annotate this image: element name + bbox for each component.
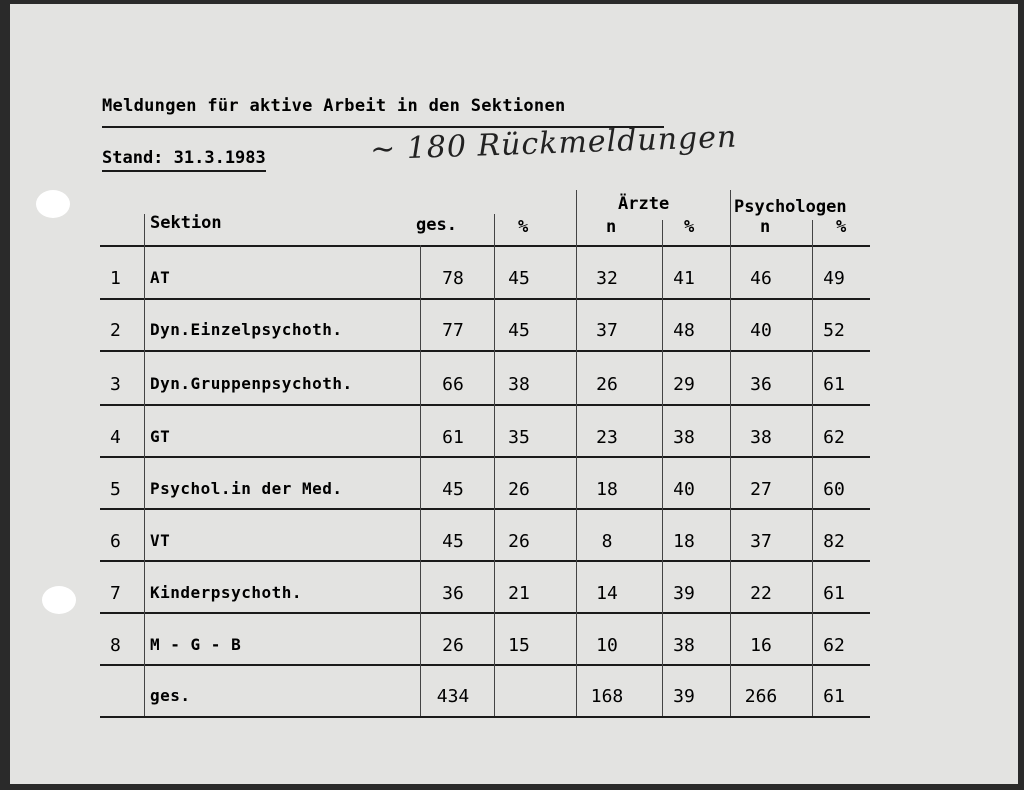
row-psych-pct: 60 bbox=[823, 479, 845, 500]
row-pct: 45 bbox=[508, 268, 530, 289]
row-sektion: Dyn.Gruppenpsychoth. bbox=[150, 374, 353, 393]
row-psych-pct: 49 bbox=[823, 268, 845, 289]
row-number: 7 bbox=[110, 583, 121, 604]
table-rule bbox=[100, 404, 870, 406]
row-pct: 15 bbox=[508, 635, 530, 656]
row-aerzte-n: 14 bbox=[596, 583, 618, 604]
column-rule bbox=[144, 214, 145, 716]
table-rule bbox=[100, 664, 870, 666]
row-aerzte-pct: 38 bbox=[673, 427, 695, 448]
row-ges: 36 bbox=[442, 583, 464, 604]
row-number: 1 bbox=[110, 268, 121, 289]
header-aerzte-n: n bbox=[606, 217, 617, 237]
row-pct: 38 bbox=[508, 374, 530, 395]
row-sektion: Psychol.in der Med. bbox=[150, 479, 343, 498]
row-psych-n: 46 bbox=[750, 268, 772, 289]
row-aerzte-n: 18 bbox=[596, 479, 618, 500]
table-rule bbox=[100, 716, 870, 718]
row-aerzte-pct: 29 bbox=[673, 374, 695, 395]
table-rule bbox=[100, 508, 870, 510]
row-pct: 45 bbox=[508, 320, 530, 341]
header-ges: ges. bbox=[416, 215, 457, 235]
row-number: 3 bbox=[110, 374, 121, 395]
header-psych-n: n bbox=[760, 217, 771, 237]
row-aerzte-n: 23 bbox=[596, 427, 618, 448]
row-aerzte-n: 8 bbox=[601, 531, 613, 552]
stand-date: Stand: 31.3.1983 bbox=[102, 148, 266, 172]
row-psych-pct: 82 bbox=[823, 531, 845, 552]
row-sektion: Dyn.Einzelpsychoth. bbox=[150, 320, 343, 339]
row-psych-n: 38 bbox=[750, 427, 772, 448]
row-number: 2 bbox=[110, 320, 121, 341]
header-psychologen: Psychologen bbox=[734, 197, 847, 217]
total-ges: 434 bbox=[436, 686, 470, 707]
punch-hole-top bbox=[36, 190, 70, 218]
row-pct: 26 bbox=[508, 479, 530, 500]
total-aerzte-n: 168 bbox=[590, 686, 624, 707]
row-pct: 26 bbox=[508, 531, 530, 552]
row-psych-n: 16 bbox=[750, 635, 772, 656]
row-psych-pct: 61 bbox=[823, 374, 845, 395]
total-label: ges. bbox=[150, 686, 191, 705]
header-sektion: Sektion bbox=[150, 213, 222, 233]
row-sektion: M - G - B bbox=[150, 635, 242, 654]
row-aerzte-n: 37 bbox=[596, 320, 618, 341]
row-aerzte-n: 10 bbox=[596, 635, 618, 656]
table-rule bbox=[100, 456, 870, 458]
row-ges: 61 bbox=[442, 427, 464, 448]
row-psych-n: 27 bbox=[750, 479, 772, 500]
row-psych-pct: 62 bbox=[823, 635, 845, 656]
table-rule bbox=[100, 245, 870, 247]
row-aerzte-pct: 18 bbox=[673, 531, 695, 552]
row-psych-pct: 61 bbox=[823, 583, 845, 604]
header-aerzte: Ärzte bbox=[618, 194, 670, 214]
row-ges: 77 bbox=[442, 320, 464, 341]
row-ges: 45 bbox=[442, 531, 464, 552]
row-sektion: Kinderpsychoth. bbox=[150, 583, 302, 602]
row-aerzte-n: 32 bbox=[596, 268, 618, 289]
row-ges: 26 bbox=[442, 635, 464, 656]
row-number: 6 bbox=[110, 531, 121, 552]
total-aerzte-pct: 39 bbox=[673, 686, 695, 707]
row-pct: 21 bbox=[508, 583, 530, 604]
row-ges: 78 bbox=[442, 268, 464, 289]
row-sektion: AT bbox=[150, 268, 171, 287]
header-aerzte-pct: % bbox=[684, 217, 695, 237]
row-number: 4 bbox=[110, 427, 121, 448]
row-aerzte-pct: 38 bbox=[673, 635, 695, 656]
row-psych-n: 37 bbox=[750, 531, 772, 552]
row-ges: 45 bbox=[442, 479, 464, 500]
row-number: 5 bbox=[110, 479, 121, 500]
row-aerzte-n: 26 bbox=[596, 374, 618, 395]
handwritten-note: ~ 180 Rückmeldungen bbox=[369, 119, 738, 168]
row-aerzte-pct: 41 bbox=[673, 268, 695, 289]
row-psych-pct: 52 bbox=[823, 320, 845, 341]
row-psych-n: 40 bbox=[750, 320, 772, 341]
row-pct: 35 bbox=[508, 427, 530, 448]
row-sektion: GT bbox=[150, 427, 171, 446]
row-sektion: VT bbox=[150, 531, 171, 550]
table-rule bbox=[100, 350, 870, 352]
total-psych-pct: 61 bbox=[823, 686, 845, 707]
row-aerzte-pct: 40 bbox=[673, 479, 695, 500]
row-aerzte-pct: 39 bbox=[673, 583, 695, 604]
row-psych-n: 36 bbox=[750, 374, 772, 395]
table-rule bbox=[100, 560, 870, 562]
row-ges: 66 bbox=[442, 374, 464, 395]
row-psych-pct: 62 bbox=[823, 427, 845, 448]
document-title: Meldungen für aktive Arbeit in den Sektionen bbox=[102, 96, 566, 116]
punch-hole-bottom bbox=[42, 586, 76, 614]
row-number: 8 bbox=[110, 635, 121, 656]
row-psych-n: 22 bbox=[750, 583, 772, 604]
header-pct: % bbox=[518, 217, 529, 237]
row-aerzte-pct: 48 bbox=[673, 320, 695, 341]
table-rule bbox=[100, 612, 870, 614]
table-rule bbox=[100, 298, 870, 300]
header-psych-pct: % bbox=[836, 217, 847, 237]
total-psych-n: 266 bbox=[744, 686, 778, 707]
